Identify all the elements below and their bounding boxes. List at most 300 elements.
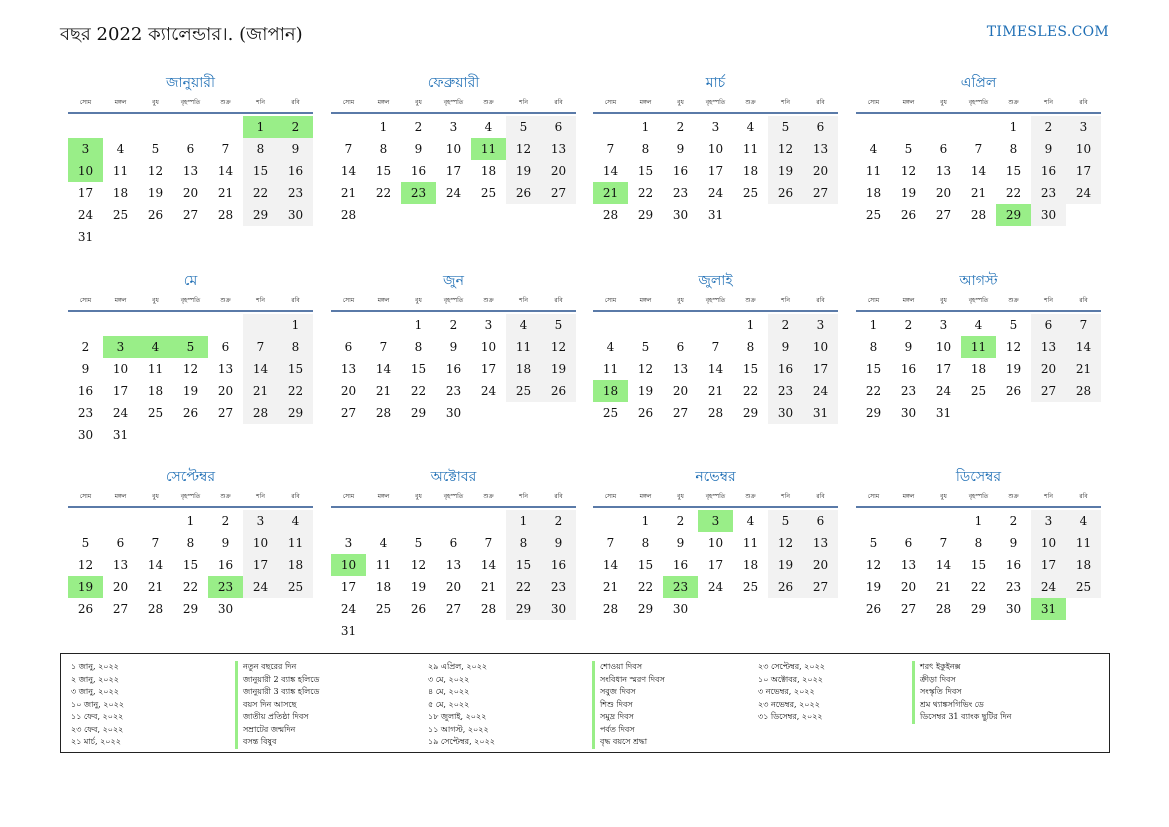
day-cell: 22 <box>637 186 654 200</box>
month-name: জানুয়ারী <box>166 75 215 91</box>
day-cell: 24 <box>77 208 94 222</box>
day-empty <box>698 314 733 336</box>
day-empty <box>891 510 926 532</box>
day-empty <box>593 510 628 532</box>
weekday-header <box>331 488 576 508</box>
day-cell: 10 <box>803 336 838 358</box>
day-cell: 13 <box>935 164 952 178</box>
day-cell: 25 <box>865 208 882 222</box>
day-cell: 8 <box>414 340 423 354</box>
day-cell: 2 <box>676 514 685 528</box>
weekday-label: শনি <box>1044 297 1053 304</box>
day-cell: 10 <box>1031 532 1066 554</box>
day-cell: 22 <box>182 580 199 594</box>
weekday-label: মঙ্গল <box>114 493 127 500</box>
day-cell: 6 <box>1031 314 1066 336</box>
holiday-date: ২ জানু, ২০২২ <box>71 674 119 684</box>
day-cell: 9 <box>904 340 913 354</box>
day-cell: 14 <box>480 558 497 572</box>
day-cell: 27 <box>803 576 838 598</box>
weekday-label: শনি <box>256 99 265 106</box>
holiday-date: ২৯ এপ্রিল, ২০২২ <box>428 662 488 671</box>
day-empty <box>926 510 961 532</box>
day-cell: 30 <box>768 402 803 424</box>
day-cell: 27 <box>445 602 462 616</box>
day-cell: 13 <box>182 164 199 178</box>
weekday-label: মঙ্গল <box>902 297 915 304</box>
day-cell: 14 <box>147 558 164 572</box>
day-empty <box>68 314 103 336</box>
weekday-label: বৃহস্পতি <box>180 297 201 304</box>
day-cell: 28 <box>243 402 278 424</box>
month-block <box>593 466 838 620</box>
holiday-name-column <box>235 661 319 749</box>
day-cell: 26 <box>77 602 94 616</box>
weekday-header <box>68 94 313 114</box>
day-cell: 13 <box>541 138 576 160</box>
day-empty <box>366 510 401 532</box>
day-cell: 16 <box>278 160 313 182</box>
weekday-label: শুক্র <box>1008 493 1019 500</box>
day-cell: 14 <box>602 558 619 572</box>
day-cell: 18 <box>147 384 164 398</box>
weekday-label: শনি <box>519 99 528 106</box>
day-cell: 5 <box>81 536 90 550</box>
day-cell: 13 <box>803 138 838 160</box>
day-cell: 9 <box>414 142 423 156</box>
day-grid <box>331 314 576 424</box>
day-grid <box>593 314 838 424</box>
day-cell: 18 <box>865 186 882 200</box>
month-name: সেপ্টেম্বর <box>165 469 216 485</box>
day-cell: 15 <box>865 362 882 376</box>
day-cell: 22 <box>970 580 987 594</box>
day-cell: 19 <box>768 160 803 182</box>
day-cell: 24 <box>480 384 497 398</box>
weekday-label: মঙ্গল <box>902 99 915 106</box>
day-empty <box>138 116 173 138</box>
month-block <box>68 270 313 446</box>
holiday-day-cell: 5 <box>173 336 208 358</box>
day-cell: 25 <box>147 406 164 420</box>
weekday-label: মঙ্গল <box>377 99 390 106</box>
day-empty <box>68 510 103 532</box>
day-cell: 25 <box>375 602 392 616</box>
day-cell: 11 <box>278 532 313 554</box>
day-empty <box>471 510 506 532</box>
day-cell: 1 <box>974 514 983 528</box>
weekday-label: রবি <box>816 297 825 304</box>
month-name: জুলাই <box>698 273 733 289</box>
day-cell: 23 <box>1005 580 1022 594</box>
day-cell: 8 <box>506 532 541 554</box>
weekday-label: বুধ <box>677 297 684 304</box>
holiday-name: জানুয়ারী 3 ব্যাঙ্ক হলিডে <box>235 686 319 699</box>
holiday-date: ৩ নভেম্বর, ২০২২ <box>758 687 815 696</box>
month-block <box>68 72 313 248</box>
day-cell: 15 <box>375 164 392 178</box>
holiday-day-cell: 3 <box>68 138 103 160</box>
day-cell: 3 <box>1066 116 1101 138</box>
holiday-day-cell: 1 <box>243 116 278 138</box>
holiday-date: ৪ মে, ২০২২ <box>428 687 470 696</box>
day-cell: 4 <box>869 142 878 156</box>
day-cell: 15 <box>637 558 654 572</box>
month-name: অক্টোবর <box>430 469 477 485</box>
day-cell: 26 <box>900 208 917 222</box>
holiday-date: ৫ মে, ২০২২ <box>428 699 470 709</box>
day-cell: 13 <box>803 532 838 554</box>
weekday-label: সোম <box>604 99 617 106</box>
day-empty <box>856 116 891 138</box>
day-cell: 13 <box>900 558 917 572</box>
holiday-date: ১৮ জুলাই, ২০২২ <box>428 712 487 721</box>
day-cell: 17 <box>445 164 462 178</box>
holiday-day-cell: 11 <box>471 138 506 160</box>
day-cell: 28 <box>935 602 952 616</box>
day-cell: 15 <box>506 554 541 576</box>
day-cell: 30 <box>672 208 689 222</box>
day-cell: 3 <box>344 536 353 550</box>
weekday-label: শনি <box>781 493 790 500</box>
day-cell: 24 <box>243 576 278 598</box>
day-cell: 4 <box>974 318 983 332</box>
day-cell: 12 <box>1005 340 1022 354</box>
day-cell: 30 <box>1031 204 1066 226</box>
brand-link[interactable]: TIMESLES.COM <box>986 24 1109 40</box>
day-cell: 15 <box>410 362 427 376</box>
day-cell: 6 <box>803 116 838 138</box>
holiday-name: বসন্ত বিষুব <box>235 736 319 749</box>
holiday-name: ক্রীড়া দিবস <box>912 674 1011 687</box>
day-cell: 11 <box>112 164 129 178</box>
weekday-label: মঙ্গল <box>902 493 915 500</box>
month-name: মে <box>183 273 198 289</box>
day-cell: 1 <box>641 120 650 134</box>
day-cell: 2 <box>1009 514 1018 528</box>
day-cell: 1 <box>186 514 195 528</box>
day-cell: 14 <box>970 164 987 178</box>
weekday-label: শুক্র <box>745 297 756 304</box>
holiday-day-cell: 10 <box>331 554 366 576</box>
day-cell: 16 <box>410 164 427 178</box>
holiday-name: জানুয়ারী 2 ব্যাঙ্ক হলিডে <box>235 674 319 687</box>
day-cell: 24 <box>707 186 724 200</box>
weekday-label: সোম <box>867 297 880 304</box>
day-cell: 7 <box>221 142 230 156</box>
weekday-header <box>593 292 838 312</box>
day-cell: 5 <box>541 314 576 336</box>
day-cell: 11 <box>865 164 882 178</box>
weekday-label: বুধ <box>940 99 947 106</box>
day-empty <box>926 116 961 138</box>
day-cell: 17 <box>1066 160 1101 182</box>
holiday-date: ৩ জানু, ২০২২ <box>71 687 119 696</box>
day-cell: 27 <box>900 602 917 616</box>
day-cell: 3 <box>803 314 838 336</box>
weekday-label: রবি <box>1079 99 1088 106</box>
day-cell: 12 <box>768 532 803 554</box>
day-cell: 6 <box>344 340 353 354</box>
day-cell: 4 <box>484 120 493 134</box>
day-cell: 5 <box>414 536 423 550</box>
day-cell: 1 <box>278 314 313 336</box>
weekday-label: সোম <box>79 297 92 304</box>
day-cell: 15 <box>182 558 199 572</box>
weekday-header <box>856 292 1101 312</box>
day-cell: 19 <box>865 580 882 594</box>
day-cell: 4 <box>606 340 615 354</box>
day-cell: 30 <box>77 428 94 442</box>
weekday-label: সোম <box>342 99 355 106</box>
day-cell: 10 <box>112 362 129 376</box>
weekday-label: শনি <box>1044 493 1053 500</box>
day-cell: 6 <box>186 142 195 156</box>
day-cell: 26 <box>768 182 803 204</box>
day-cell: 12 <box>506 138 541 160</box>
day-grid <box>593 116 838 226</box>
day-cell: 13 <box>340 362 357 376</box>
holiday-day-cell: 2 <box>278 116 313 138</box>
day-cell: 25 <box>970 384 987 398</box>
month-name: ডিসেম্বর <box>955 469 1002 485</box>
day-cell: 30 <box>1005 602 1022 616</box>
day-cell: 5 <box>904 142 913 156</box>
weekday-label: মঙ্গল <box>114 297 127 304</box>
holiday-date: ১০ জানু, ২০২২ <box>71 699 125 709</box>
holiday-day-cell: 11 <box>961 336 996 358</box>
day-cell: 23 <box>77 406 94 420</box>
day-cell: 29 <box>742 406 759 420</box>
day-cell: 24 <box>340 602 357 616</box>
day-cell: 1 <box>379 120 388 134</box>
weekday-label: রবি <box>291 493 300 500</box>
day-cell: 21 <box>602 580 619 594</box>
day-cell: 17 <box>480 362 497 376</box>
day-cell: 21 <box>970 186 987 200</box>
month-block <box>331 270 576 424</box>
weekday-label: বুধ <box>677 99 684 106</box>
weekday-label: রবি <box>816 493 825 500</box>
month-name: ফেব্রুয়ারী <box>427 75 480 91</box>
day-cell: 12 <box>147 164 164 178</box>
day-cell: 26 <box>865 602 882 616</box>
weekday-label: বুধ <box>940 297 947 304</box>
month-block <box>593 72 838 226</box>
day-cell: 25 <box>602 406 619 420</box>
day-cell: 9 <box>1031 138 1066 160</box>
day-cell: 21 <box>1066 358 1101 380</box>
day-cell: 6 <box>221 340 230 354</box>
day-cell: 6 <box>116 536 125 550</box>
day-cell: 9 <box>768 336 803 358</box>
day-cell: 16 <box>217 558 234 572</box>
day-cell: 10 <box>707 536 724 550</box>
holiday-name: সম্রাটের জন্মদিন <box>235 724 319 737</box>
holiday-name: জাতীয় প্রতিষ্ঠা দিবস <box>235 711 319 724</box>
weekday-label: মঙ্গল <box>639 99 652 106</box>
day-cell: 28 <box>217 208 234 222</box>
day-cell: 24 <box>112 406 129 420</box>
day-cell: 22 <box>375 186 392 200</box>
day-cell: 4 <box>379 536 388 550</box>
holiday-name: ডিসেম্বর 31 ব্যাংক ছুটির দিন <box>912 711 1011 724</box>
day-cell: 31 <box>803 402 838 424</box>
day-empty <box>138 314 173 336</box>
day-cell: 19 <box>900 186 917 200</box>
day-cell: 6 <box>803 510 838 532</box>
day-cell: 30 <box>541 598 576 620</box>
day-cell: 8 <box>746 340 755 354</box>
holiday-date: ১০ অক্টোবর, ২০২২ <box>758 674 823 684</box>
weekday-header <box>593 94 838 114</box>
day-cell: 18 <box>1066 554 1101 576</box>
weekday-label: রবি <box>554 297 563 304</box>
day-empty <box>366 314 401 336</box>
holiday-date: ১৯ সেপ্টেম্বর, ২০২২ <box>428 737 495 746</box>
day-cell: 16 <box>768 358 803 380</box>
day-empty <box>138 510 173 532</box>
day-cell: 10 <box>445 142 462 156</box>
day-empty <box>173 116 208 138</box>
day-cell: 29 <box>278 402 313 424</box>
day-cell: 29 <box>410 406 427 420</box>
weekday-label: রবি <box>816 99 825 106</box>
day-cell: 20 <box>935 186 952 200</box>
weekday-label: শুক্র <box>220 297 231 304</box>
day-cell: 4 <box>1066 510 1101 532</box>
month-block <box>856 466 1101 620</box>
day-empty <box>243 314 278 336</box>
day-cell: 21 <box>340 186 357 200</box>
day-cell: 9 <box>81 362 90 376</box>
day-cell: 30 <box>217 602 234 616</box>
day-cell: 26 <box>637 406 654 420</box>
day-cell: 28 <box>480 602 497 616</box>
weekday-label: বুধ <box>940 493 947 500</box>
day-cell: 22 <box>1005 186 1022 200</box>
day-cell: 29 <box>182 602 199 616</box>
day-cell: 17 <box>935 362 952 376</box>
day-cell: 12 <box>865 558 882 572</box>
day-cell: 3 <box>939 318 948 332</box>
day-cell: 18 <box>112 186 129 200</box>
day-grid <box>68 116 313 248</box>
day-cell: 9 <box>541 532 576 554</box>
day-cell: 14 <box>375 362 392 376</box>
day-grid <box>593 510 838 620</box>
weekday-label: সোম <box>342 297 355 304</box>
weekday-header <box>331 292 576 312</box>
day-cell: 1 <box>746 318 755 332</box>
weekday-label: মঙ্গল <box>377 493 390 500</box>
day-cell: 25 <box>742 580 759 594</box>
day-cell: 27 <box>340 406 357 420</box>
weekday-label: শুক্র <box>1008 99 1019 106</box>
day-empty <box>331 116 366 138</box>
month-name: এপ্রিল <box>960 75 997 91</box>
day-cell: 22 <box>865 384 882 398</box>
day-cell: 7 <box>711 340 720 354</box>
day-cell: 26 <box>410 602 427 616</box>
month-block <box>331 72 576 226</box>
day-empty <box>436 510 471 532</box>
day-cell: 27 <box>803 182 838 204</box>
day-cell: 25 <box>1066 576 1101 598</box>
month-name: আগস্ট <box>959 273 998 289</box>
day-cell: 27 <box>112 602 129 616</box>
day-cell: 11 <box>147 362 164 376</box>
day-cell: 8 <box>1009 142 1018 156</box>
weekday-label: বৃহস্পতি <box>705 99 726 106</box>
day-cell: 11 <box>506 336 541 358</box>
day-cell: 18 <box>742 558 759 572</box>
day-cell: 21 <box>707 384 724 398</box>
day-cell: 27 <box>541 182 576 204</box>
weekday-label: শনি <box>781 297 790 304</box>
day-cell: 5 <box>768 116 803 138</box>
weekday-label: বৃহস্পতি <box>968 297 989 304</box>
holiday-day-cell: 3 <box>698 510 733 532</box>
holiday-name: বৃদ্ধ বয়সে শ্রদ্ধা <box>592 736 665 749</box>
holiday-name: শরৎ ইকুইনক্স <box>912 661 1011 674</box>
day-cell: 22 <box>637 580 654 594</box>
page-title: বছর 2022 ক্যালেন্ডার।. (জাপান) <box>60 24 303 45</box>
weekday-label: রবি <box>291 297 300 304</box>
holiday-date: ২৩ নভেম্বর, ২০২২ <box>758 699 820 709</box>
holiday-date: ৩ মে, ২০২২ <box>428 674 470 684</box>
holiday-day-cell: 29 <box>996 204 1031 226</box>
day-cell: 6 <box>541 116 576 138</box>
day-empty <box>593 116 628 138</box>
day-grid <box>856 116 1101 226</box>
day-cell: 5 <box>641 340 650 354</box>
day-cell: 6 <box>904 536 913 550</box>
day-cell: 18 <box>480 164 497 178</box>
day-cell: 17 <box>243 554 278 576</box>
day-cell: 24 <box>1031 576 1066 598</box>
day-cell: 10 <box>480 340 497 354</box>
day-cell: 16 <box>672 164 689 178</box>
day-cell: 25 <box>112 208 129 222</box>
day-cell: 9 <box>449 340 458 354</box>
day-cell: 23 <box>278 182 313 204</box>
month-block <box>331 466 576 642</box>
day-cell: 10 <box>707 142 724 156</box>
day-cell: 31 <box>77 230 94 244</box>
weekday-header <box>856 488 1101 508</box>
day-cell: 11 <box>742 142 759 156</box>
weekday-label: সোম <box>604 297 617 304</box>
weekday-label: বৃহস্পতি <box>443 493 464 500</box>
day-cell: 19 <box>541 358 576 380</box>
day-cell: 20 <box>803 554 838 576</box>
day-cell: 30 <box>278 204 313 226</box>
day-cell: 20 <box>445 580 462 594</box>
day-cell: 28 <box>602 602 619 616</box>
day-cell: 11 <box>375 558 392 572</box>
day-cell: 11 <box>1066 532 1101 554</box>
weekday-header <box>331 94 576 114</box>
day-empty <box>891 116 926 138</box>
weekday-label: রবি <box>1079 297 1088 304</box>
day-cell: 23 <box>900 384 917 398</box>
holiday-date-column <box>71 661 124 749</box>
day-empty <box>331 510 366 532</box>
holiday-date-column <box>428 661 495 749</box>
day-cell: 22 <box>742 384 759 398</box>
day-empty <box>663 314 698 336</box>
